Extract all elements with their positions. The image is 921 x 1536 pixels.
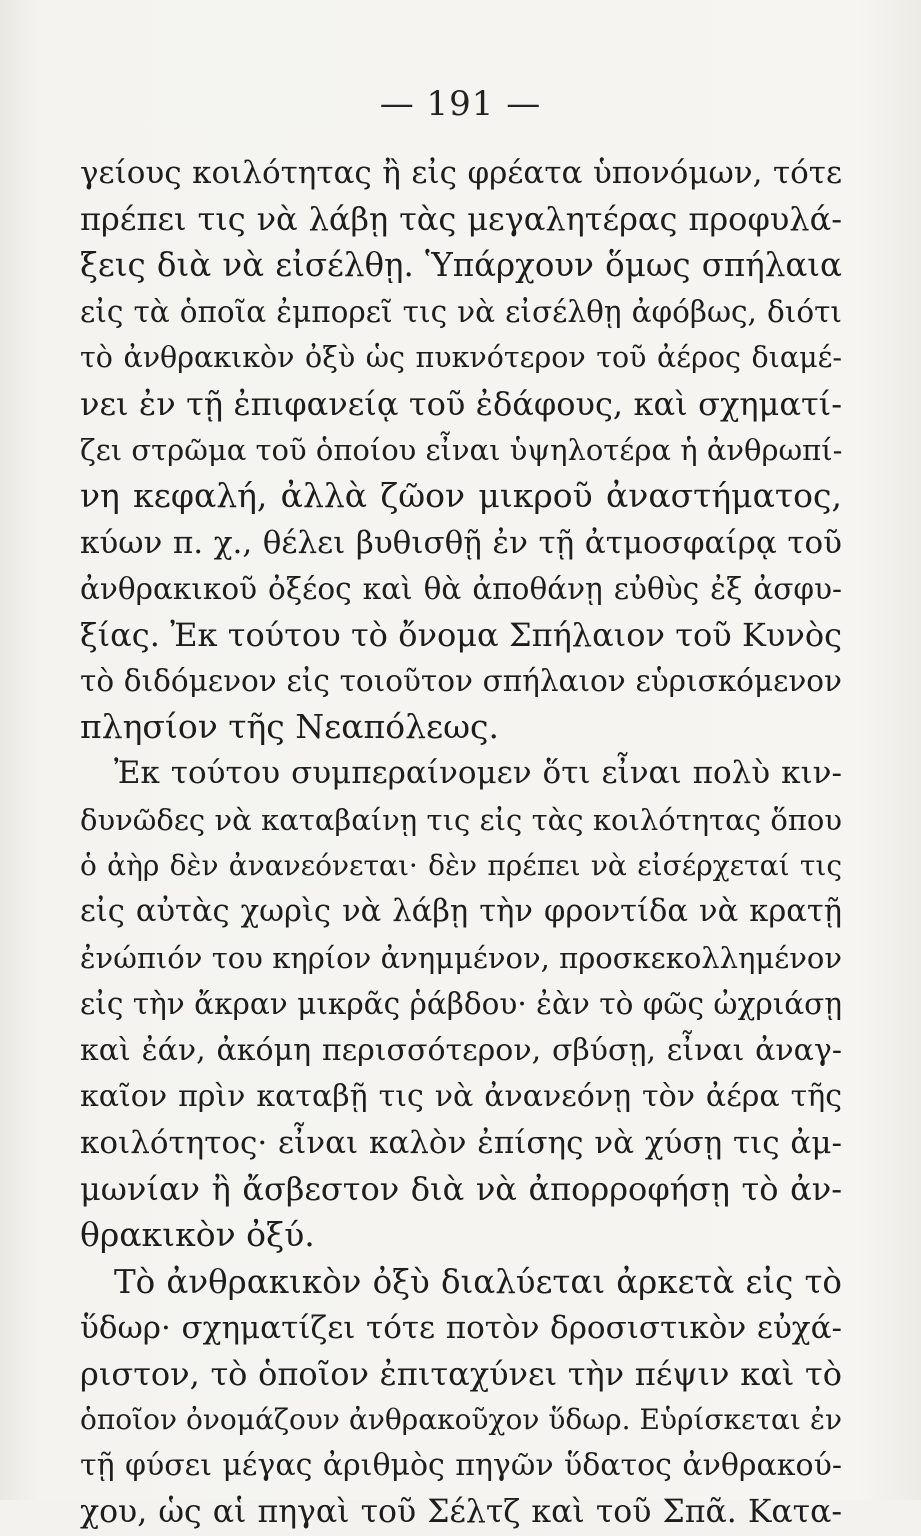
text-line: εἰς τὰ ὁποῖα ἐμπορεῖ τις νὰ εἰσέλθῃ ἀφόβως, διότι: [80, 294, 842, 329]
text-line: εἰς τὴν ἄκραν μικρᾶς ῥάβδου· ἐὰν τὸ φῶς ὠχριάσῃ: [80, 987, 842, 1022]
text-line: Ἐκ τούτου συμπεραίνομεν ὅτι εἶναι πολὺ κιν-: [114, 755, 842, 792]
text-line: γείους κοιλότητας ἢ εἰς φρέατα ὑπονόμων, τότε: [80, 155, 842, 191]
text-line: τῇ φύσει μέγας ἀριθμὸς πηγῶν ὕδατος ἀνθρακού-: [80, 1448, 842, 1484]
text-line: εἰς αὐτὰς χωρὶς νὰ λάβῃ τὴν φροντίδα νὰ κρατῇ: [80, 894, 842, 929]
body-text: [80, 150, 842, 1536]
paragraph: [80, 750, 842, 1258]
page-number: — 191 —: [379, 84, 542, 124]
text-line: τὸ διδόμενον εἰς τοιοῦτον σπήλαιον εὑρισκόμενον: [80, 664, 842, 699]
text-line: κοιλότητος· εἶναι καλὸν ἐπίσης νὰ χύσῃ τις ἀμ-: [80, 1124, 842, 1161]
text-line: θρακικὸν ὀξύ.: [80, 1215, 315, 1255]
text-line: καὶ ἐάν, ἀκόμη περισσότερον, σβύσῃ, εἶναι ἀναγ-: [80, 1032, 842, 1068]
text-line: μωνίαν ἢ ἄσβεστον διὰ νὰ ἀπορροφήσῃ τὸ ἀν-: [80, 1170, 842, 1209]
text-line: Τὸ ἀνθρακικὸν ὀξὺ διαλύεται ἀρκετὰ εἰς τὸ: [114, 1262, 842, 1301]
text-line: πρέπει τις νὰ λάβῃ τὰς μεγαλητέρας προφυλά-: [80, 200, 842, 239]
text-line: ἐνώπιόν του κηρίον ἀνημμένον, προσκεκολλημένον: [80, 941, 842, 976]
text-line: πλησίον τῆς Νεαπόλεως.: [80, 707, 499, 747]
text-line: ὁποῖον ὀνομάζουν ἀνθρακοῦχον ὕδωρ. Εὑρίσκεται ἐν: [80, 1403, 842, 1437]
text-line: ζει στρῶμα τοῦ ὁποίου εἶναι ὑψηλοτέρα ἡ ἀνθρωπί-: [80, 433, 843, 468]
text-line: κύων π. χ., θέλει βυθισθῇ ἐν τῇ ἀτμοσφαίρᾳ τοῦ: [80, 524, 842, 561]
text-line: τὸ ἀνθρακικὸν ὀξὺ ὡς πυκνότερον τοῦ ἀέρος διαμέ-: [80, 340, 842, 374]
text-line: χου, ὡς αἱ πηγαὶ τοῦ Σέλτζ καὶ τοῦ Σπᾶ. Κατα-: [80, 1494, 842, 1531]
text-line: δυνῶδες νὰ καταβαίνῃ τις εἰς τὰς κοιλότητας ὅπου: [80, 802, 842, 837]
text-line: νη κεφαλή, ἀλλὰ ζῶον μικροῦ ἀναστήματος,: [80, 476, 842, 516]
text-line: νει ἐν τῇ ἐπιφανείᾳ τοῦ ἐδάφους, καὶ σχηματί-: [80, 384, 842, 423]
text-line: ὕδωρ· σχηματίζει τότε ποτὸν δροσιστικὸν εὐχά-: [80, 1309, 842, 1346]
text-line: ξεις διὰ νὰ εἰσέλθῃ. Ὑπάρχουν ὅμως σπήλαια: [80, 246, 842, 285]
text-line: καῖον πρὶν καταβῇ τις νὰ ἀνανεόνῃ τὸν ἀέρα τῆς: [80, 1078, 842, 1114]
paragraph: [80, 150, 842, 750]
text-line: ριστον, τὸ ὁποῖον ἐπιταχύνει τὴν πέψιν καὶ τὸ: [80, 1354, 842, 1393]
paragraph: [80, 1259, 842, 1536]
text-line: ἀνθρακικοῦ ὀξέος καὶ θὰ ἀποθάνῃ εὐθὺς ἐξ ἀσφυ-: [80, 571, 842, 606]
text-line: ξίας. Ἐκ τούτου τὸ ὄνομα Σπήλαιον τοῦ Κυνὸς: [80, 615, 842, 654]
text-line: ὁ ἀὴρ δὲν ἀνανεόνεται· δὲν πρέπει νὰ εἰσέρχεταί τις: [80, 848, 842, 882]
